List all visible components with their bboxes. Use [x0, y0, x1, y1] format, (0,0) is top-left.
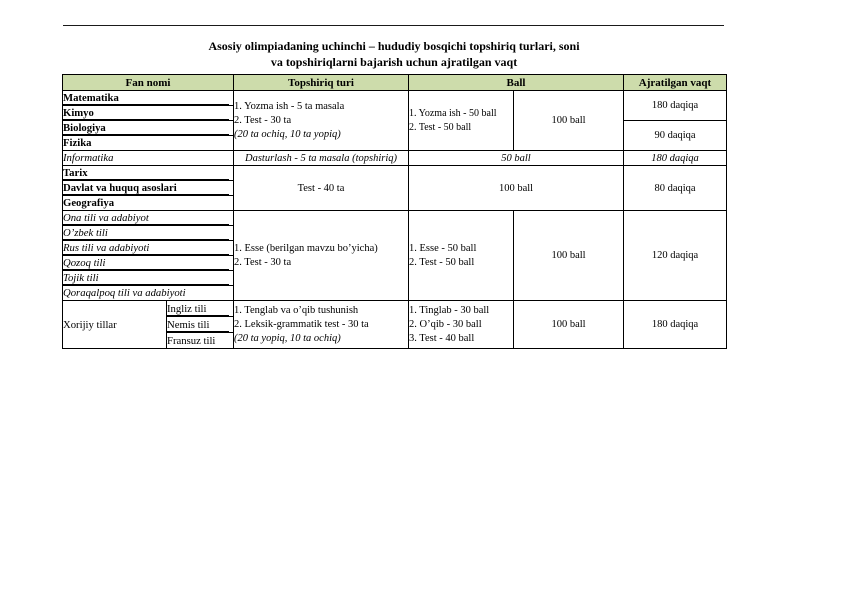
- score-total-cell-exact: 100 ball: [514, 91, 624, 151]
- page-title: [62, 38, 726, 70]
- time-cell-exact-bottom: 90 daqiqa: [624, 121, 727, 151]
- task-cell-informatika: Dasturlash - 5 ta masala (topshiriq): [234, 151, 409, 166]
- subject-cell-informatika: Informatika: [63, 151, 234, 166]
- subject-cell-davlat-va-huquq: Davlat va huquq asoslari: [63, 181, 234, 196]
- task-cell-foreign: 1. Tenglab va o’qib tushunish 2. Leksik-grammatik test - 30 ta (20 ta yopiq, 10 ta ochiq): [234, 301, 409, 349]
- page-title-line2: va topshiriqlarni bajarish uchun ajratilgan vaqt: [270, 55, 518, 69]
- score-detail-cell-languages: 1. Esse - 50 ball 2. Test - 50 ball: [409, 211, 514, 301]
- subject-cell-ozbek-tili: O’zbek tili: [63, 226, 234, 241]
- col-header-ball: Ball: [409, 75, 624, 91]
- header-rule: [63, 25, 724, 26]
- subject-cell-qozoq-tili: Qozoq tili: [63, 256, 234, 271]
- col-header-fan-nomi: Fan nomi: [63, 75, 234, 91]
- subject-cell-tojik-tili: Tojik tili: [63, 271, 234, 286]
- score-total-cell-foreign: 100 ball: [514, 301, 624, 349]
- subject-cell-fransuz-tili: Fransuz tili: [167, 333, 234, 349]
- table-row: [63, 151, 727, 166]
- score-total-cell-languages: 100 ball: [514, 211, 624, 301]
- col-header-ajratilgan-vaqt: Ajratilgan vaqt: [624, 75, 727, 91]
- subject-cell-matematika: Matematika: [63, 91, 234, 106]
- time-cell-informatika: 180 daqiqa: [624, 151, 727, 166]
- table-row: [63, 301, 727, 317]
- subject-cell-qoraqalpoq-tili: Qoraqalpoq tili va adabiyoti: [63, 286, 234, 301]
- table-row: [63, 91, 727, 106]
- olympiad-table: [62, 74, 727, 349]
- time-cell-languages: 120 daqiqa: [624, 211, 727, 301]
- task-cell-languages: 1. Esse (berilgan mavzu bo’yicha) 2. Test - 30 ta: [234, 211, 409, 301]
- score-detail-cell-foreign: 1. Tinglab - 30 ball 2. O’qib - 30 ball 3. Test - 40 ball: [409, 301, 514, 349]
- subject-cell-geografiya: Geografiya: [63, 196, 234, 211]
- score-cell-informatika: 50 ball: [409, 151, 624, 166]
- page-title-line1: Asosiy olimpiadaning uchinchi – hududiy bosqichi topshiriq turlari, soni: [208, 39, 580, 53]
- subject-cell-biologiya: Biologiya: [63, 121, 234, 136]
- time-cell-foreign: 180 daqiqa: [624, 301, 727, 349]
- subject-cell-rus-tili: Rus tili va adabiyoti: [63, 241, 234, 256]
- table-row: [63, 166, 727, 181]
- subject-cell-kimyo: Kimyo: [63, 106, 234, 121]
- time-cell-social: 80 daqiqa: [624, 166, 727, 211]
- task-cell-social: Test - 40 ta: [234, 166, 409, 211]
- table-row: [63, 211, 727, 226]
- subject-cell-fizika: Fizika: [63, 136, 234, 151]
- subject-cell-ona-tili: Ona tili va adabiyot: [63, 211, 234, 226]
- subject-group-cell-xorijiy-tillar: Xorijiy tillar: [63, 301, 167, 349]
- task-cell-exact: 1. Yozma ish - 5 ta masala 2. Test - 30 ta (20 ta ochiq, 10 ta yopiq): [234, 91, 409, 151]
- score-detail-cell-exact: 1. Yozma ish - 50 ball 2. Test - 50 ball: [409, 91, 514, 151]
- score-cell-social: 100 ball: [409, 166, 624, 211]
- subject-cell-nemis-tili: Nemis tili: [167, 317, 234, 333]
- time-cell-exact-top: 180 daqiqa: [624, 91, 727, 121]
- subject-cell-ingliz-tili: Ingliz tili: [167, 301, 234, 317]
- subject-cell-tarix: Tarix: [63, 166, 234, 181]
- col-header-topshiriq-turi: Topshiriq turi: [234, 75, 409, 91]
- table-header-row: [63, 75, 727, 91]
